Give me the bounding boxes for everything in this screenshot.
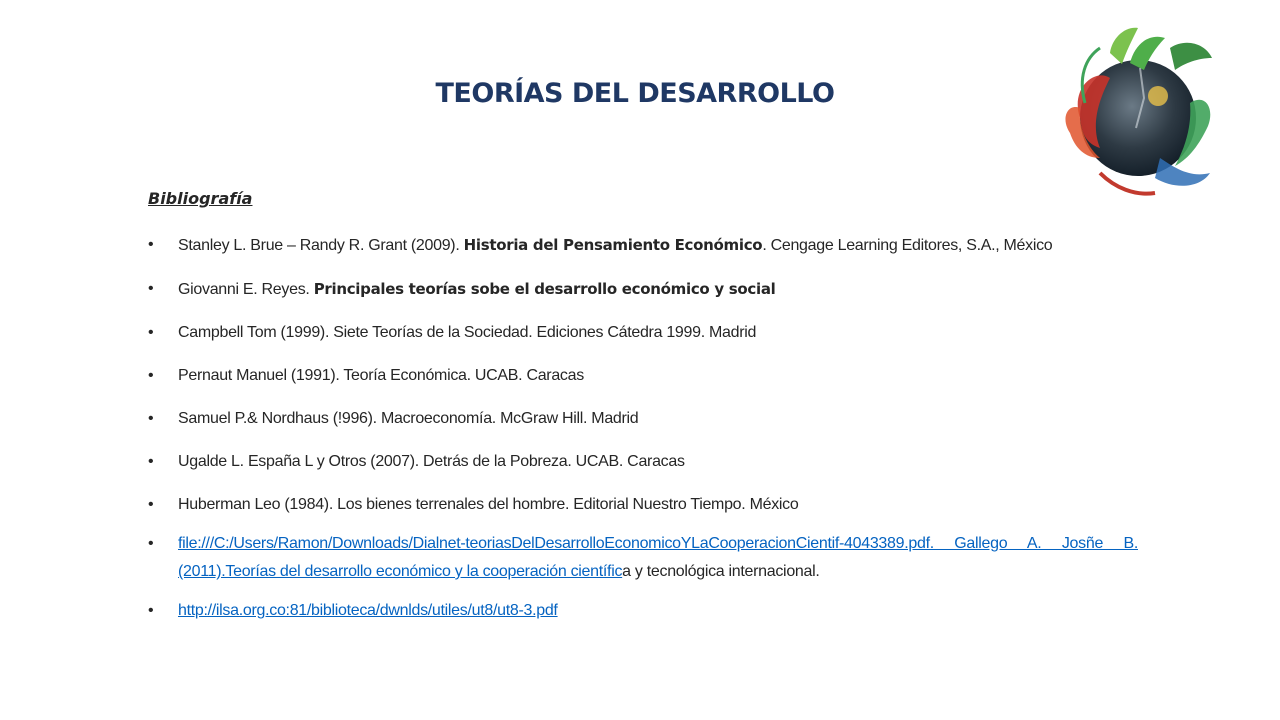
reference-link[interactable]: http://ilsa.org.co:81/biblioteca/dwnlds/utiles/ut8/ut8-3.pdf xyxy=(178,602,558,619)
reference-text: Stanley L. Brue – Randy R. Grant (2009). xyxy=(178,237,464,254)
bibliography-heading: Bibliografía xyxy=(148,189,253,208)
reference-text: Samuel P.& Nordhaus (!996). Macroeconomía. McGraw Hill. Madrid xyxy=(178,410,639,427)
reference-item xyxy=(148,319,1138,347)
reference-item xyxy=(148,275,1138,304)
reference-item xyxy=(148,448,1138,476)
reference-text: Ugalde L. España L y Otros (2007). Detrás de la Pobreza. UCAB. Caracas xyxy=(178,453,685,470)
bullet: • xyxy=(148,367,154,384)
bullet: • xyxy=(148,236,154,253)
globe-nature-logo-icon xyxy=(1040,8,1236,204)
bullet: • xyxy=(148,496,154,513)
reference-item xyxy=(148,597,1138,625)
reference-text: Pernaut Manuel (1991). Teoría Económica. UCAB. Caracas xyxy=(178,367,584,384)
page-title: TEORÍAS DEL DESARROLLO xyxy=(435,78,835,109)
reference-text: Huberman Leo (1984). Los bienes terrenales del hombre. Editorial Nuestro Tiempo. México xyxy=(178,496,799,513)
bullet: • xyxy=(148,453,154,470)
reference-text: . Cengage Learning Editores, S.A., México xyxy=(762,237,1053,254)
bullet: • xyxy=(148,324,154,341)
reference-title: Historia del Pensamiento Económico xyxy=(463,236,763,254)
bullet: • xyxy=(148,410,154,427)
reference-item xyxy=(148,231,1138,260)
reference-item xyxy=(148,530,1138,586)
bullet: • xyxy=(148,280,154,297)
reference-item xyxy=(148,405,1138,433)
reference-text: Giovanni E. Reyes. xyxy=(178,281,314,298)
bullet: • xyxy=(148,535,154,552)
bullet: • xyxy=(148,602,154,619)
reference-text: a y tecnológica internacional. xyxy=(622,563,820,580)
reference-list xyxy=(148,231,1138,640)
reference-title: Principales teorías sobe el desarrollo económico y social xyxy=(313,280,776,298)
reference-item xyxy=(148,491,1138,519)
reference-link[interactable]: file:///C:/Users/Ramon/Downloads/Dialnet-teoriasDelDesarrolloEconomicoYLaCooperacionCientif-4043389.pdf. Gallego A. Josñe B. (2011).Teorías del desarrollo económico y la cooperación científic xyxy=(178,535,1138,580)
reference-text: Campbell Tom (1999). Siete Teorías de la Sociedad. Ediciones Cátedra 1999. Madrid xyxy=(178,324,757,341)
reference-item xyxy=(148,362,1138,390)
